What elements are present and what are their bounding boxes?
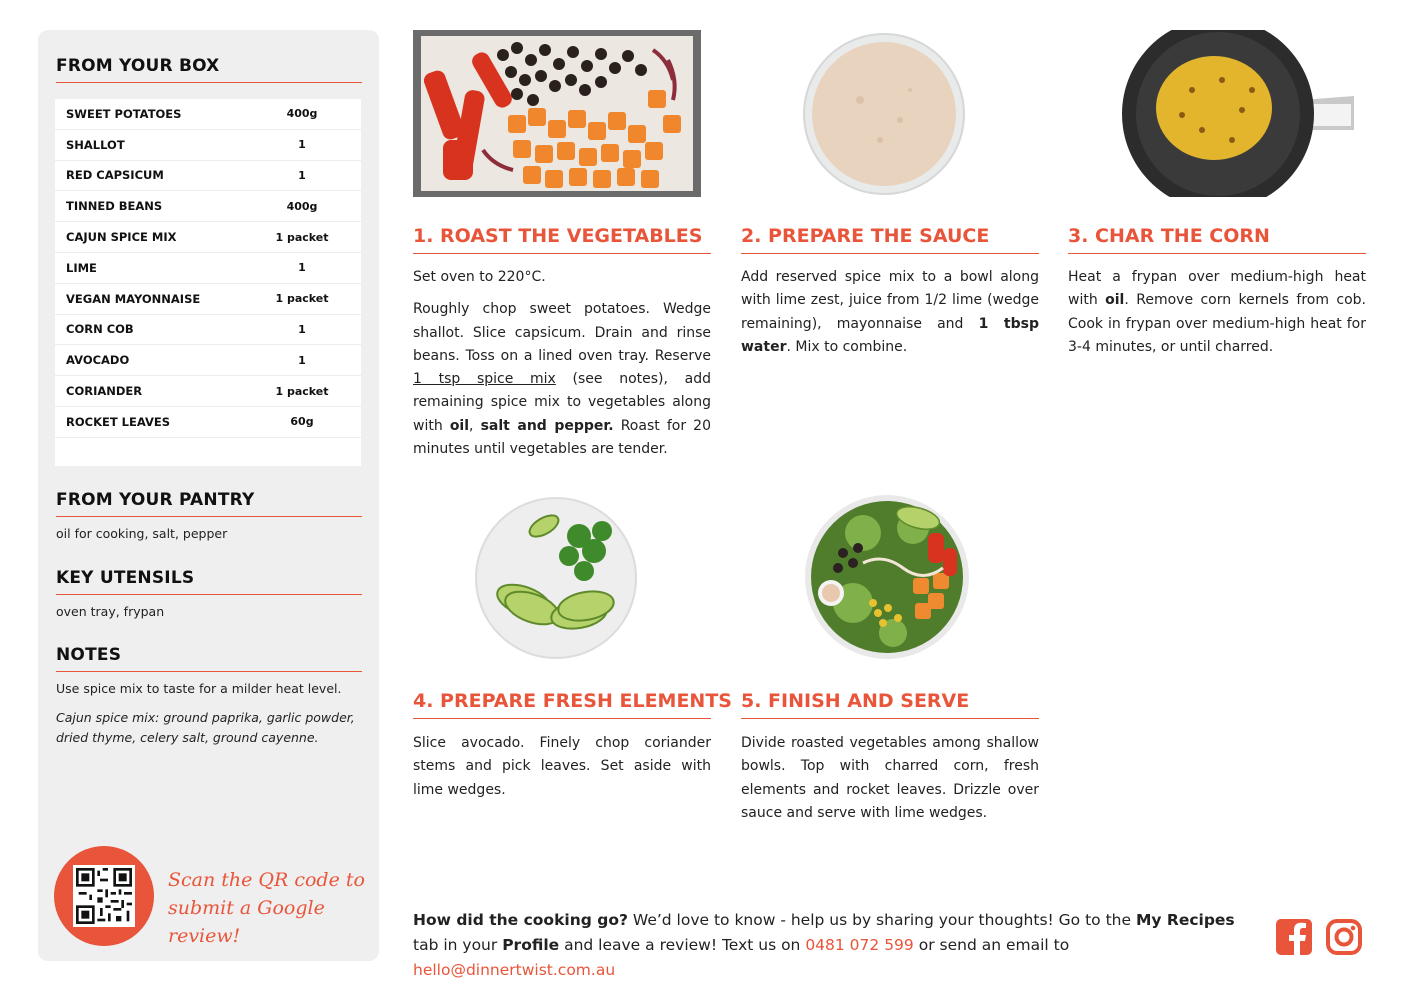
ingredient-name: AVOCADO xyxy=(66,353,130,368)
step2-text xyxy=(741,266,1039,368)
step5-text xyxy=(741,732,1039,834)
step1-text-b: (see notes), add remaining spice mix to vegetables along with xyxy=(413,371,711,434)
qr-review-text xyxy=(168,866,368,950)
ingredient-qty: 400g xyxy=(286,199,318,213)
footer-phone-link[interactable]: 0481 072 599 xyxy=(805,936,914,954)
ingredient-row xyxy=(55,222,361,253)
ingredient-row xyxy=(55,130,361,161)
ingredient-row xyxy=(55,99,361,130)
ingredient-row xyxy=(55,407,361,438)
ingredient-name: SWEET POTATOES xyxy=(66,106,182,121)
footer-text-2: tab in your xyxy=(413,936,503,954)
ingredient-name: CORIANDER xyxy=(66,384,143,399)
qr-code-icon[interactable] xyxy=(73,865,135,927)
footer-text-3: and leave a review! Text us on xyxy=(559,936,806,954)
step1-para2 xyxy=(413,298,711,461)
footer-text-1: We’d love to know - help us by sharing your thoughts! Go to the xyxy=(627,911,1136,929)
ingredient-row xyxy=(55,376,361,407)
step5-para: Divide roasted vegetables among shallow bowls. Top with charred corn, fresh elements and rocket leaves. Drizzle over sauce and serve with lime wedges. xyxy=(741,735,1039,821)
pantry-text: oil for cooking, salt, pepper xyxy=(56,526,228,541)
step1-title: 1. ROAST THE VEGETABLES xyxy=(413,225,711,254)
footer-question: How did the cooking go? xyxy=(413,911,628,929)
footer-text-4: or send an email to xyxy=(913,936,1070,954)
ingredient-row xyxy=(55,284,361,315)
ingredient-row xyxy=(55,161,361,192)
notes-heading: NOTES xyxy=(56,645,362,672)
pantry-heading: FROM YOUR PANTRY xyxy=(56,490,362,517)
step3-title: 3. CHAR THE CORN xyxy=(1068,225,1366,254)
step2-text-a: Add reserved spice mix to a bowl along with lime zest, juice from 1/2 lime (wedge remaining), mayonnaise and xyxy=(741,269,1039,332)
ingredient-qty: 1 xyxy=(298,322,306,336)
step2-photo xyxy=(800,30,968,197)
ingredient-qty: 400g xyxy=(286,107,318,121)
ingredient-qty: 60g xyxy=(290,415,314,429)
ingredient-name: VEGAN MAYONNAISE xyxy=(66,291,201,306)
step1-photo xyxy=(413,30,701,197)
ingredient-name: CORN COB xyxy=(66,322,134,337)
step1-text xyxy=(413,266,711,470)
notes-italic xyxy=(56,708,362,748)
ingredient-qty: 1 packet xyxy=(275,230,329,244)
step1-oil: oil xyxy=(449,417,470,434)
ingredient-row xyxy=(55,253,361,284)
step1-para1: Set oven to 220°C. xyxy=(413,269,546,285)
ingredient-name: ROCKET LEAVES xyxy=(66,414,171,429)
ingredient-qty: 1 packet xyxy=(275,384,329,398)
ingredient-qty: 1 xyxy=(298,138,306,152)
utensils-text: oven tray, frypan xyxy=(56,604,165,619)
qr-text-line2: submit a Google review! xyxy=(168,897,325,947)
qr-text-line1: Scan the QR code to xyxy=(168,869,365,891)
ingredient-qty: 1 xyxy=(298,353,306,367)
qr-code-badge[interactable] xyxy=(54,846,154,946)
ingredient-row xyxy=(55,191,361,222)
step3-text xyxy=(1068,266,1366,368)
utensils-heading: KEY UTENSILS xyxy=(56,568,362,595)
footer-my-recipes: My Recipes xyxy=(1135,911,1235,929)
sidebar xyxy=(38,30,379,961)
ingredient-name: SHALLOT xyxy=(66,137,125,152)
step1-salt-pepper: salt and pepper. xyxy=(480,417,614,434)
step3-oil: oil xyxy=(1105,292,1125,309)
step1-text-a: Roughly chop sweet potatoes. Wedge shallot. Slice capsicum. Drain and rinse beans. Toss on a lined oven tray. Reserve xyxy=(413,301,711,364)
step4-photo xyxy=(474,496,639,661)
ingredient-qty: 1 xyxy=(298,168,306,182)
step1-comma: , xyxy=(469,417,481,434)
step5-photo xyxy=(803,493,971,661)
step1-text-c: Roast for 20 minutes until vegetables are tender. xyxy=(413,417,711,458)
step2-water: 1 tbsp water xyxy=(741,315,1039,355)
step3-text-a: Heat a frypan over medium-high heat with xyxy=(1068,269,1366,309)
step3-photo xyxy=(1122,30,1357,197)
ingredient-qty: 1 xyxy=(298,261,306,275)
instagram-icon[interactable] xyxy=(1325,918,1363,956)
ingredient-qty: 1 packet xyxy=(275,292,329,306)
step1-spice-link: 1 tsp spice mix xyxy=(413,371,556,388)
ingredient-row xyxy=(55,315,361,346)
facebook-icon[interactable] xyxy=(1275,918,1313,956)
spice-mix-ingredients: Cajun spice mix: ground paprika, garlic powder, dried thyme, celery salt, ground cayenne. xyxy=(56,710,355,745)
ingredient-name: LIME xyxy=(66,260,97,275)
ingredient-name: RED CAPSICUM xyxy=(66,168,164,183)
step3-text-c: . Remove corn kernels from cob. Cook in frypan over medium-high heat for 3-4 minutes, or until charred. xyxy=(1068,292,1366,355)
step2-title: 2. PREPARE THE SAUCE xyxy=(741,225,1039,254)
step2-text-c: . Mix to combine. xyxy=(786,338,908,355)
ingredient-row xyxy=(55,345,361,376)
box-heading: FROM YOUR BOX xyxy=(56,56,362,83)
ingredient-name: TINNED BEANS xyxy=(66,199,163,214)
ingredients-table xyxy=(55,99,361,466)
notes-text: Use spice mix to taste for a milder heat level. xyxy=(56,681,342,696)
footer-profile: Profile xyxy=(502,936,560,954)
footer-email-link[interactable]: hello@dinnertwist.com.au xyxy=(413,961,616,979)
step4-title: 4. PREPARE FRESH ELEMENTS xyxy=(413,690,711,719)
step4-para: Slice avocado. Finely chop coriander stems and pick leaves. Set aside with lime wedges. xyxy=(413,735,711,798)
step4-text xyxy=(413,732,711,811)
ingredient-name: CAJUN SPICE MIX xyxy=(66,230,177,245)
footer-message xyxy=(413,908,1263,983)
step5-title: 5. FINISH AND SERVE xyxy=(741,690,1039,719)
